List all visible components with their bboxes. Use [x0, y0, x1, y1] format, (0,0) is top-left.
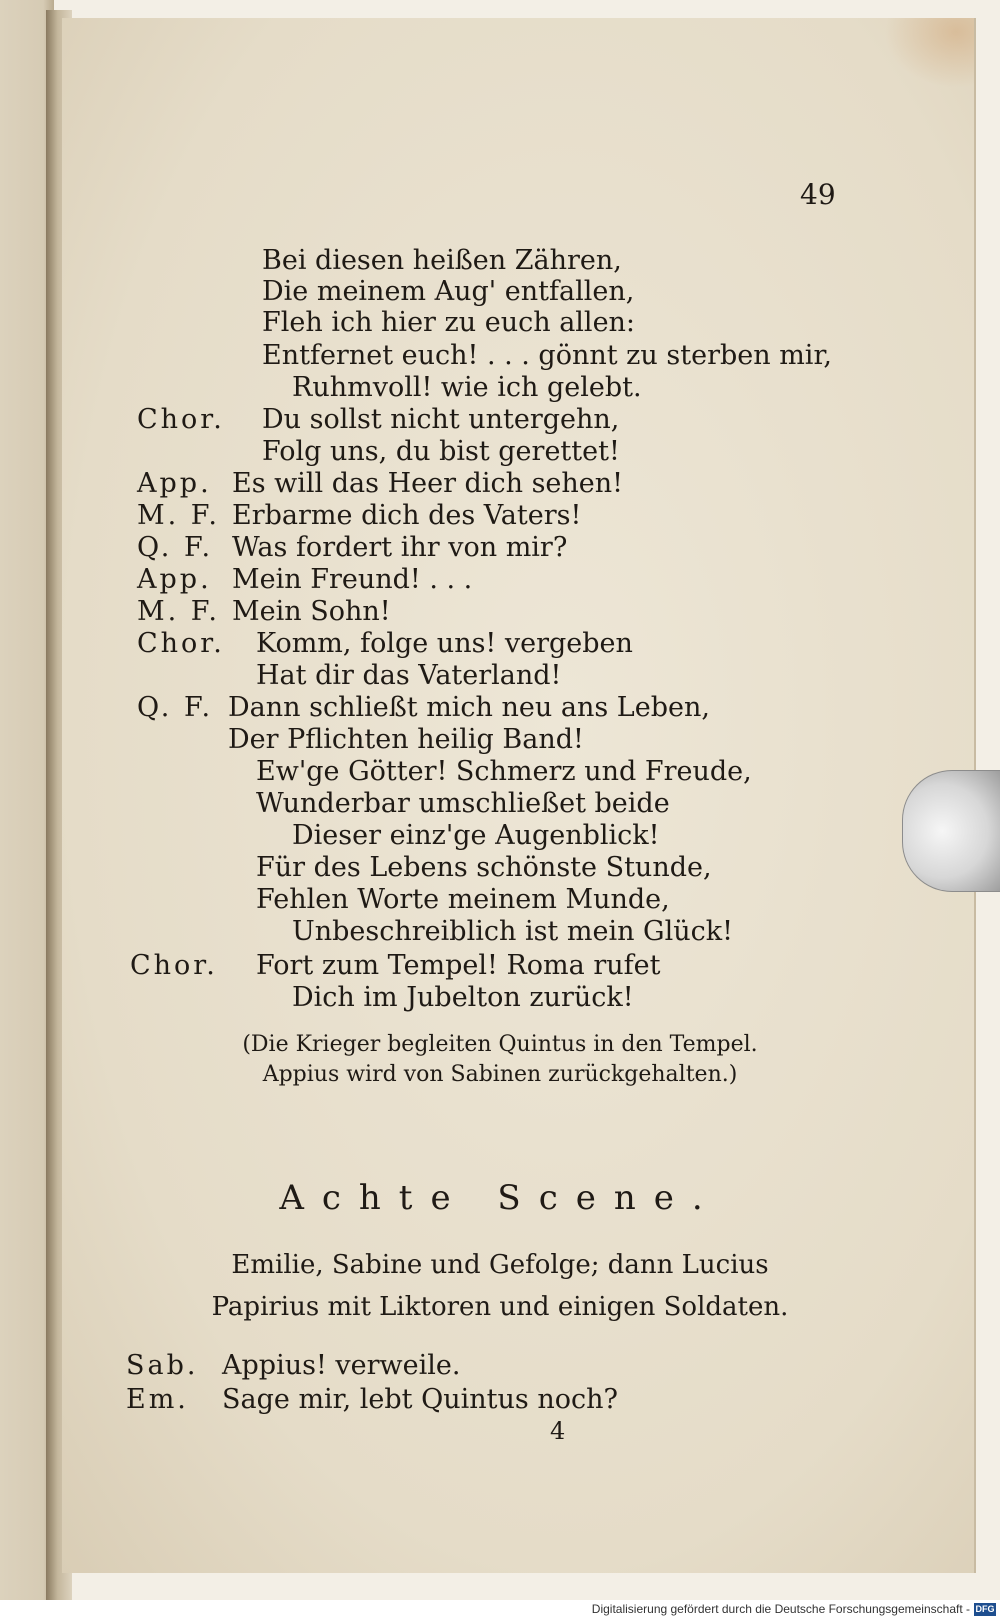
page-number: 49 [800, 178, 836, 211]
footer-credit: Digitalisierung gefördert durch die Deutsche Forschungsgemeinschaft - [591, 1602, 970, 1616]
verse-line: Komm, folge uns! vergeben [256, 628, 633, 659]
speaker-label: App. [137, 564, 212, 595]
verse-line: Dich im Jubelton zurück! [292, 982, 634, 1013]
verse-line: Ruhmvoll! wie ich gelebt. [292, 372, 642, 403]
verse-line: Du sollst nicht untergehn, [262, 404, 620, 435]
cast-list-line: Emilie, Sabine und Gefolge; dann Lucius [231, 1250, 769, 1280]
verse-line: Dieser einz'ge Augenblick! [292, 820, 660, 851]
verse-line: Die meinem Aug' entfallen, [262, 276, 635, 307]
verse-line: Bei diesen heißen Zähren, [262, 245, 622, 276]
verse-line: Der Pflichten heilig Band! [228, 724, 584, 755]
speaker-label: Q. F. [137, 692, 214, 723]
speaker-label: Em. [126, 1384, 189, 1415]
verse-line: Erbarme dich des Vaters! [232, 500, 582, 531]
verse-line: Fort zum Tempel! Roma rufet [256, 950, 661, 981]
verse-line: Dann schließt mich neu ans Leben, [228, 692, 710, 723]
verse-line: Folg uns, du bist gerettet! [262, 436, 620, 467]
speaker-label: Chor. [130, 950, 218, 981]
verse-line: Mein Freund! . . . [232, 564, 473, 595]
speaker-label: Sab. [126, 1350, 199, 1381]
speaker-label: Chor. [137, 404, 225, 435]
verse-line: Mein Sohn! [232, 596, 391, 627]
stage-direction-line: (Die Krieger begleiten Quintus in den Tempel. [242, 1032, 758, 1057]
speaker-label: M. F. [137, 596, 220, 627]
verse-line: Es will das Heer dich sehen! [232, 468, 624, 499]
cast-list-line: Papirius mit Liktoren und einigen Soldaten. [211, 1292, 789, 1322]
speaker-label: App. [137, 468, 212, 499]
page-clip [902, 770, 1000, 892]
signature-mark: 4 [550, 1417, 566, 1445]
verse-line: Unbeschreiblich ist mein Glück! [292, 916, 733, 947]
verse-line: Hat dir das Vaterland! [256, 660, 562, 691]
page-stain [884, 18, 974, 88]
verse-line: Was fordert ihr von mir? [232, 532, 568, 563]
stage-direction-line: Appius wird von Sabinen zurückgehalten.) [262, 1062, 738, 1087]
verse-line: Wunderbar umschließet beide [256, 788, 670, 819]
scene-heading: Achte Scene. [279, 1178, 721, 1218]
dfg-logo-icon: DFG [975, 1604, 995, 1614]
verse-line: Fehlen Worte meinem Munde, [256, 884, 670, 915]
verse-line: Ew'ge Götter! Schmerz und Freude, [256, 756, 752, 787]
verse-line: Für des Lebens schönste Stunde, [256, 852, 712, 883]
verse-line: Fleh ich hier zu euch allen: [262, 307, 636, 338]
dialogue-line: Sage mir, lebt Quintus noch? [222, 1384, 618, 1415]
speaker-label: M. F. [137, 500, 220, 531]
verse-line: Entfernet euch! . . . gönnt zu sterben mir, [262, 340, 832, 371]
dialogue-line: Appius! verweile. [222, 1350, 461, 1381]
speaker-label: Chor. [137, 628, 225, 659]
speaker-label: Q. F. [137, 532, 214, 563]
